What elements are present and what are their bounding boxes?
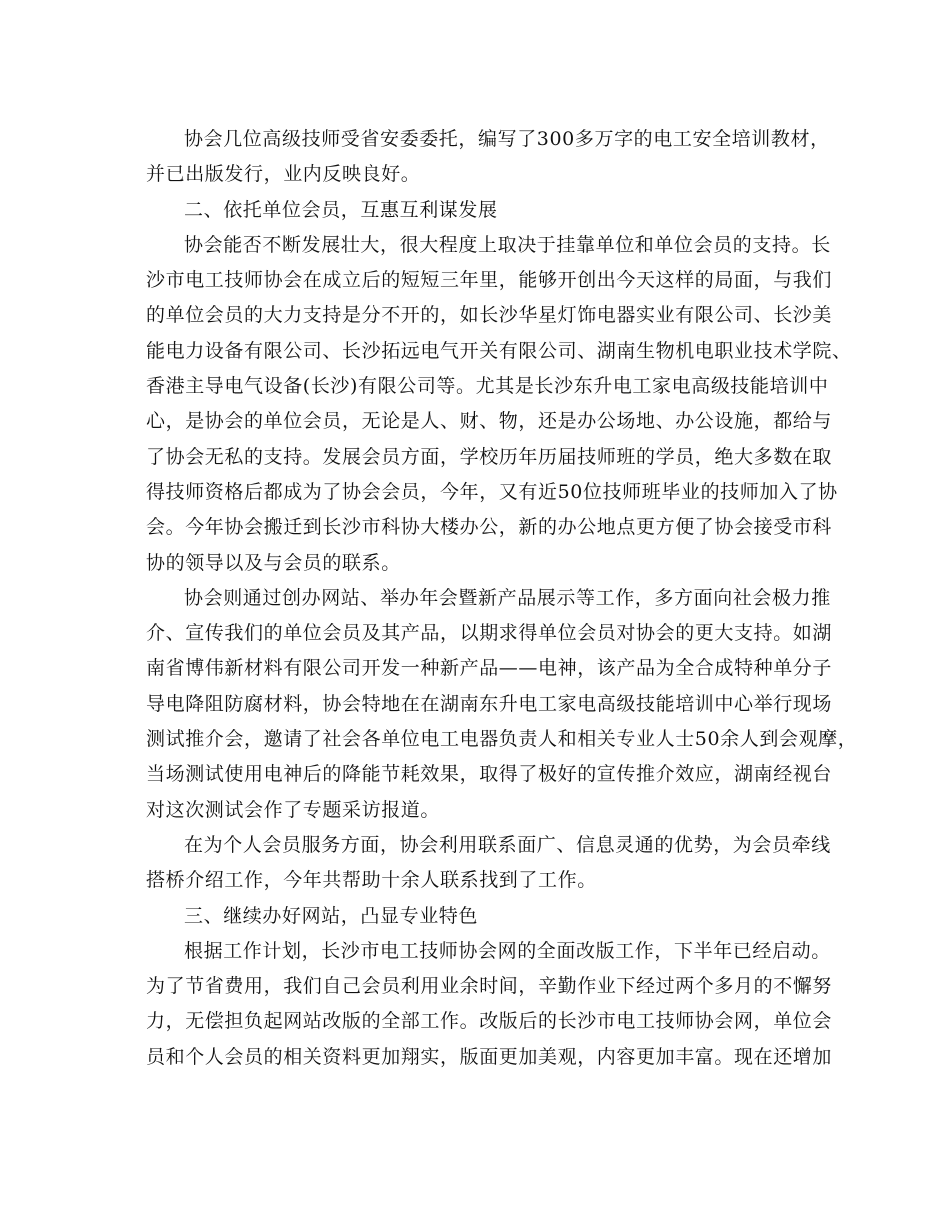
document-page (146, 122, 858, 1075)
text-line: 南省博伟新材料有限公司开发一种新产品——电神，该产品为全合成特种单分子 (146, 657, 833, 680)
text-line: 能电力设备有限公司、长沙拓远电气开关有限公司、湖南生物机电职业技术学院、 (146, 339, 852, 362)
text-line: 在为个人会员服务方面，协会利用联系面广、信息灵通的优势，为会员牵线 (184, 833, 831, 856)
text-line: 对这次测试会作了专题采访报道。 (146, 798, 441, 821)
text-line: 三、继续办好网站，凸显专业特色 (184, 904, 479, 927)
text-line: 力，无偿担负起网站改版的全部工作。改版后的长沙市电工技师协会网，单位会 (146, 1010, 833, 1033)
text-line: 协会几位高级技师受省安委委托，编写了300多万字的电工安全培训教材， (184, 128, 830, 150)
text-line: 协的领导以及与会员的联系。 (146, 551, 401, 574)
text-line: 香港主导电气设备(长沙)有限公司等。尤其是长沙东升电工家电高级技能培训中 (146, 375, 829, 398)
text-line: 并已出版发行，业内反映良好。 (146, 163, 421, 186)
text-line: 得技师资格后都成为了协会会员，今年，又有近50位技师班毕业的技师加入了协 (146, 480, 838, 503)
text-line: 的单位会员的大力支持是分不开的，如长沙华星灯饰电器实业有限公司、长沙美 (146, 304, 833, 327)
text-line: 协会能否不断发展壮大，很大程度上取决于挂靠单位和单位会员的支持。长 (184, 233, 831, 256)
text-line: 当场测试使用电神后的降能节耗效果，取得了极好的宣传推介效应，湖南经视台 (146, 763, 833, 786)
text-line: 员和个人会员的相关资料更加翔实，版面更加美观，内容更加丰富。现在还增加 (146, 1045, 833, 1068)
text-line: 沙市电工技师协会在成立后的短短三年里，能够开创出今天这样的局面，与我们 (146, 269, 833, 292)
text-line: 测试推介会，邀请了社会各单位电工电器负责人和相关专业人士50余人到会观摩， (146, 728, 858, 751)
text-line: 了协会无私的支持。发展会员方面，学校历年历届技师班的学员，绝大多数在取 (146, 445, 833, 468)
text-line: 为了节省费用，我们自己会员利用业余时间，辛勤作业下经过两个多月的不懈努 (146, 975, 833, 998)
text-line: 根据工作计划，长沙市电工技师协会网的全面改版工作，下半年已经启动。 (184, 939, 831, 962)
text-line: 介、宣传我们的单位会员及其产品，以期求得单位会员对协会的更大支持。如湖 (146, 622, 833, 645)
text-line: 心，是协会的单位会员，无论是人、财、物，还是办公场地、办公设施，都给与 (146, 410, 833, 433)
text-line: 导电降阻防腐材料，协会特地在在湖南东升电工家电高级技能培训中心举行现场 (146, 692, 833, 715)
text-line: 搭桥介绍工作，今年共帮助十余人联系找到了工作。 (146, 869, 597, 892)
text-line: 会。今年协会搬迁到长沙市科协大楼办公，新的办公地点更方便了协会接受市科 (146, 516, 833, 539)
text-line: 二、依托单位会员，互惠互利谋发展 (184, 198, 498, 221)
text-line: 协会则通过创办网站、举办年会暨新产品展示等工作，多方面向社会极力推 (184, 586, 831, 609)
